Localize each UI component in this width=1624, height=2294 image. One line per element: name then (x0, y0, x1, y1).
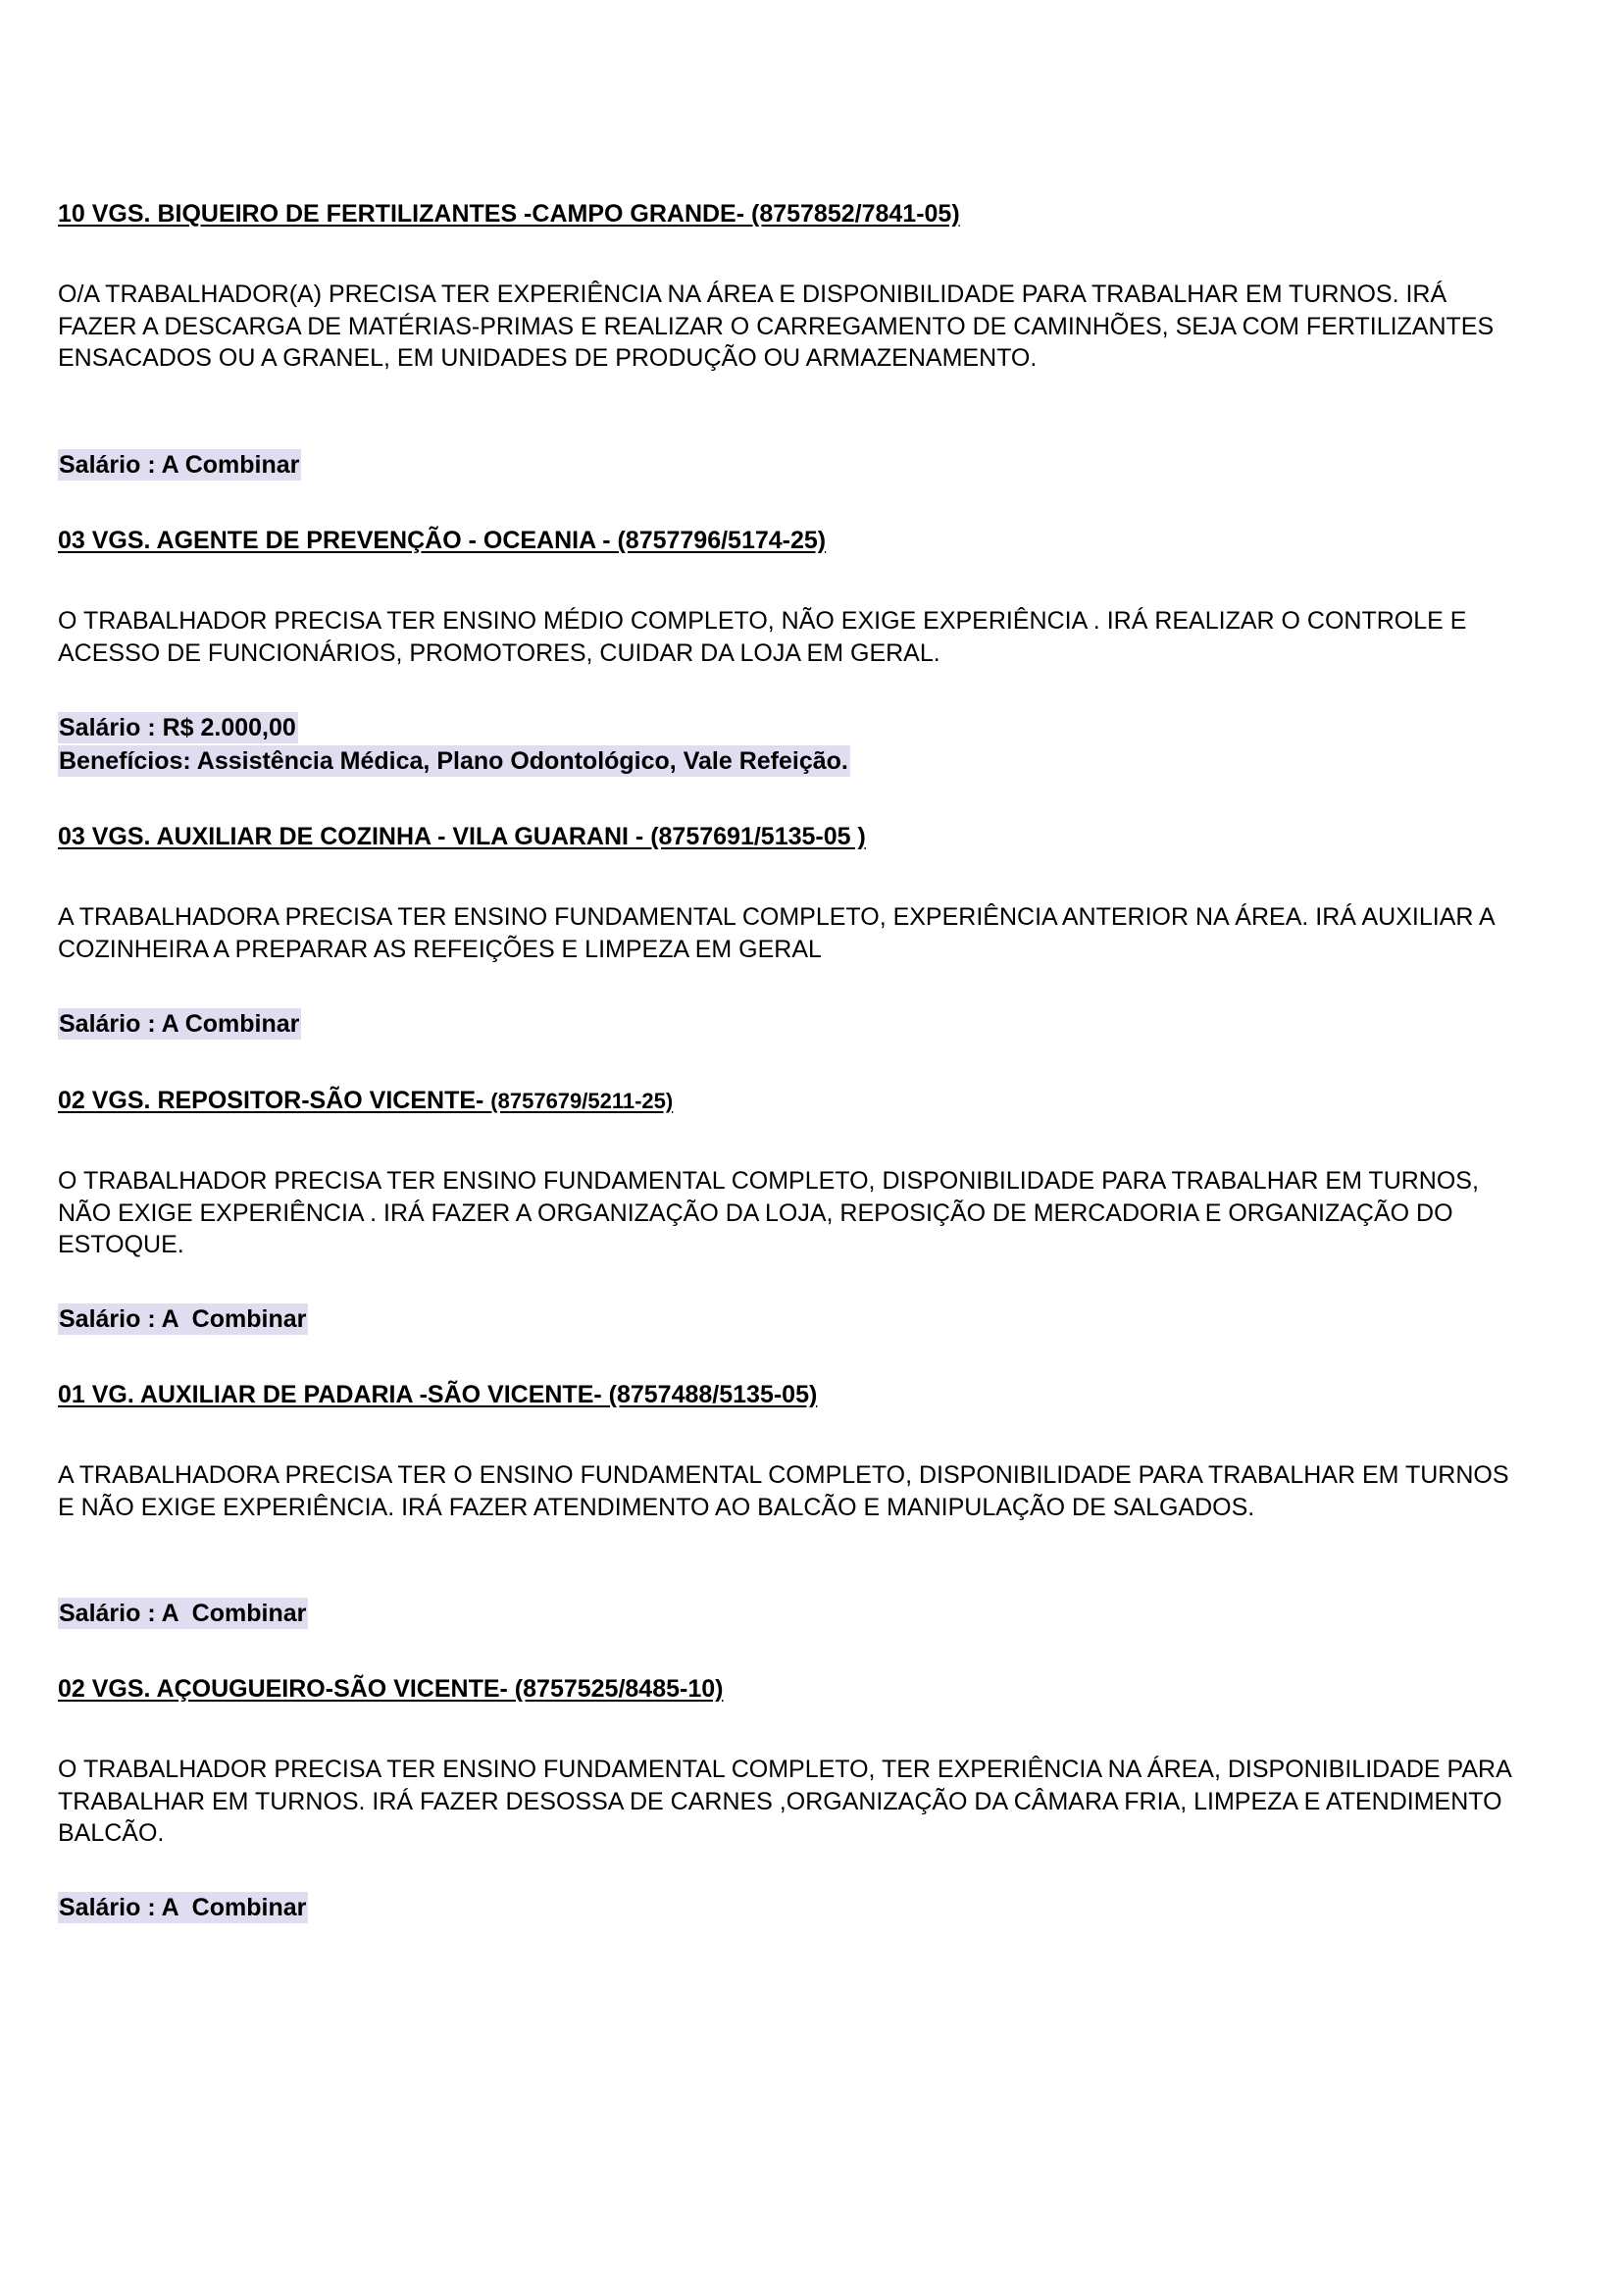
job-title (58, 1085, 1529, 1117)
job-title: 10 VGS. BIQUEIRO DE FERTILIZANTES -CAMPO GRANDE- (8757852/7841-05) (58, 200, 960, 228)
job-description: A TRABALHADORA PRECISA TER ENSINO FUNDAMENTAL COMPLETO, EXPERIÊNCIA ANTERIOR NA ÁREA. IRÁ AUXILIAR A COZINHEIRA A PREPARAR AS REFEIÇÕES E LIMPEZA EM GERAL (58, 903, 1495, 963)
job-title-code: (8757679/5211-25) (490, 1089, 674, 1113)
job-description: O TRABALHADOR PRECISA TER ENSINO FUNDAMENTAL COMPLETO, TER EXPERIÊNCIA NA ÁREA, DISPONIBILIDADE PARA TRABALHAR EM TURNOS. IRÁ FAZER DESOSSA DE CARNES ,ORGANIZAÇÃO DA CÂMARA FRIA, LIMPEZA E ATENDIMENTO BALCÃO. (58, 1756, 1511, 1847)
salary-line (58, 1598, 1529, 1629)
salary-line (58, 712, 1529, 743)
salary-text: Salário : R$ 2.000,00 (59, 714, 296, 741)
benefits-text: Benefícios: Assistência Médica, Plano Odontológico, Vale Refeição. (59, 747, 848, 775)
salary-text: Salário : A Combinar (59, 1305, 307, 1333)
job-title: 02 VGS. AÇOUGUEIRO-SÃO VICENTE- (8757525/8485-10) (58, 1675, 724, 1703)
job-title: 01 VG. AUXILIAR DE PADARIA -SÃO VICENTE- (8757488/5135-05) (58, 1381, 818, 1408)
salary-text: Salário : A Combinar (59, 1600, 307, 1627)
job-title-text: 02 VGS. REPOSITOR-SÃO VICENTE- (58, 1087, 491, 1114)
salary-text: Salário : A Combinar (59, 451, 300, 479)
job-title: 03 VGS. AGENTE DE PREVENÇÃO - OCEANIA - (8757796/5174-25) (58, 527, 827, 554)
benefits-line (58, 745, 1529, 777)
job-title: 03 VGS. AUXILIAR DE COZINHA - VILA GUARANI - (8757691/5135-05 ) (58, 823, 866, 850)
job-description: A TRABALHADORA PRECISA TER O ENSINO FUNDAMENTAL COMPLETO, DISPONIBILIDADE PARA TRABALHAR EM TURNOS E NÃO EXIGE EXPERIÊNCIA. IRÁ FAZER ATENDIMENTO AO BALCÃO E MANIPULAÇÃO DE SALGADOS. (58, 1461, 1509, 1521)
salary-line (58, 449, 1529, 481)
salary-text: Salário : A Combinar (59, 1010, 300, 1038)
job-description: O TRABALHADOR PRECISA TER ENSINO MÉDIO COMPLETO, NÃO EXIGE EXPERIÊNCIA . IRÁ REALIZAR O CONTROLE E ACESSO DE FUNCIONÁRIOS, PROMOTORES, CUIDAR DA LOJA EM GERAL. (58, 607, 1467, 667)
job-description: O TRABALHADOR PRECISA TER ENSINO FUNDAMENTAL COMPLETO, DISPONIBILIDADE PARA TRABALHAR EM TURNOS, NÃO EXIGE EXPERIÊNCIA . IRÁ FAZER A ORGANIZAÇÃO DA LOJA, REPOSIÇÃO DE MERCADORIA E ORGANIZAÇÃO DO ESTOQUE. (58, 1167, 1479, 1258)
salary-line (58, 1008, 1529, 1040)
job-description: O/A TRABALHADOR(A) PRECISA TER EXPERIÊNCIA NA ÁREA E DISPONIBILIDADE PARA TRABALHAR EM TURNOS. IRÁ FAZER A DESCARGA DE MATÉRIAS-PRIMAS E REALIZAR O CARREGAMENTO DE CAMINHÕES, SEJA COM FERTILIZANTES ENSACADOS OU A GRANEL, EM UNIDADES DE PRODUÇÃO OU ARMAZENAMENTO. (58, 280, 1495, 372)
salary-line (58, 1892, 1529, 1923)
salary-line (58, 1303, 1529, 1335)
salary-text: Salário : A Combinar (59, 1894, 307, 1921)
